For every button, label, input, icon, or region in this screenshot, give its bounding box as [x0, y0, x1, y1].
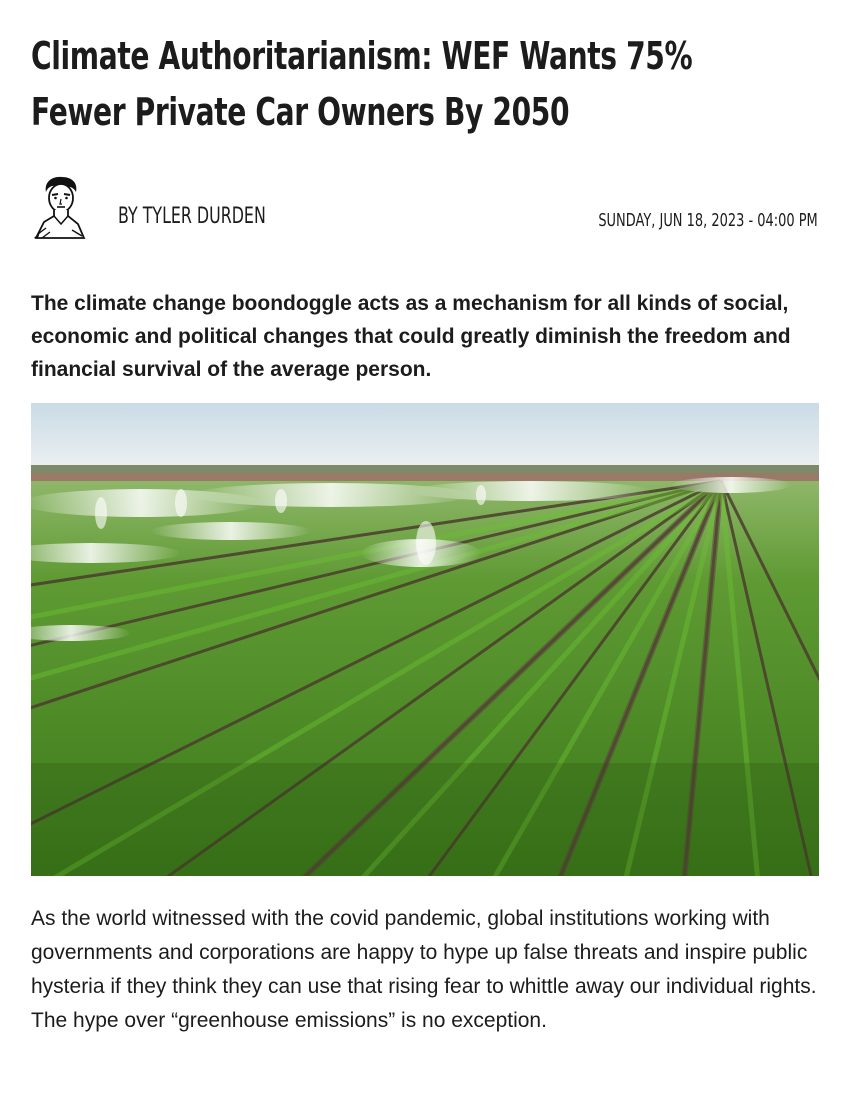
article-body-paragraph: As the world witnessed with the covid pandemic, global institutions working with governments and corporations are happy to hype up false threats and inspire public hysteria if they think they can use that rising fear to whittle away our individual rights. The hype over “greenhouse emissions” is no exception.	[31, 907, 817, 1032]
article-lede: The climate change boondoggle acts as a mechanism for all kinds of social, economic and political changes that could greatly diminish the freedom and financial survival of the average person.	[31, 292, 791, 381]
article-title	[31, 28, 808, 140]
hero-image-irrigated-field	[31, 403, 819, 876]
article-title-line-1: Climate Authoritarianism: WEF Wants 75%	[31, 34, 693, 78]
byline	[30, 174, 820, 244]
author-avatar-icon[interactable]	[32, 174, 88, 240]
author-name[interactable]: BY TYLER DURDEN	[118, 204, 266, 229]
publish-date: SUNDAY, JUN 18, 2023 - 04:00 PM	[598, 210, 818, 231]
article-title-line-2: Fewer Private Car Owners By 2050	[31, 90, 570, 134]
